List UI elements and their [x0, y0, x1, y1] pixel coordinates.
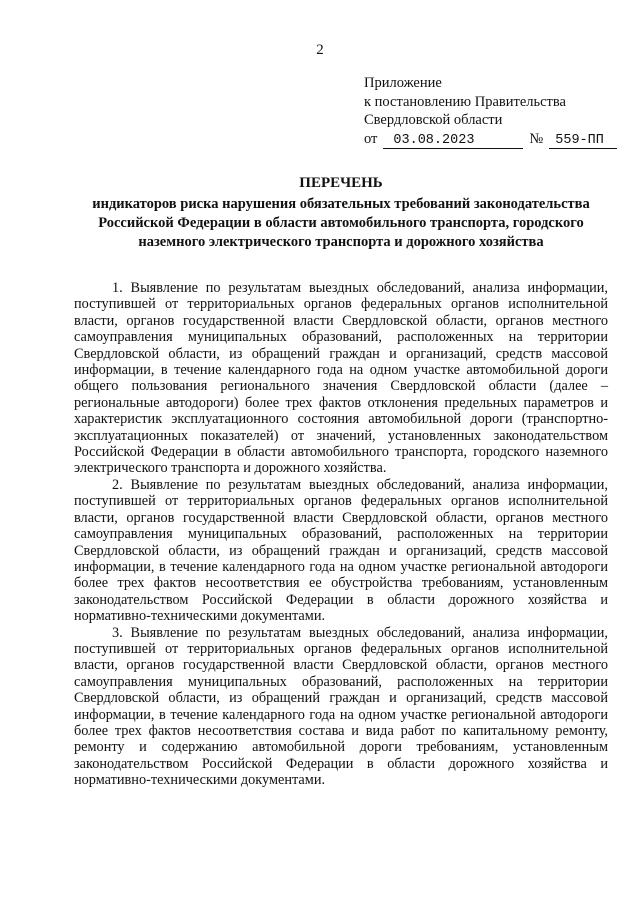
title-subtitle: индикаторов риска нарушения обязательных требований законодательства Российской Федерации в области автомобильного транспорта, городского наземного электрического транспорта и дорожного хозяйства — [92, 196, 590, 250]
paragraph-3: 3. Выявление по результатам выездных обследований, анализа информации, поступившей от территориальных органов федеральных органов исполнительной власти, органов государственной власти Свердловской области, органов местного самоуправления муниципальных образований, расположенных на территории Свердловской области, из обращений граждан и организаций, средств массовой информации, в течение календарного года на одном участке региональной автодороги более трех фактов несоответствия состава и вида работ по капитальному ремонту, ремонту и содержанию автомобильной дороги требованиям, установленным законодательством Российской Федерации в области дорожного хозяйства и нормативно-техническими документами. — [74, 624, 608, 789]
title-heading: ПЕРЕЧЕНЬ — [299, 175, 383, 191]
page-number: 2 — [316, 42, 324, 58]
appendix-line-2: к постановлению Правительства — [364, 93, 566, 110]
date-prefix: от — [364, 130, 378, 147]
decree-number: 559-ПП — [549, 133, 617, 149]
paragraph-2: 2. Выявление по результатам выездных обследований, анализа информации, поступившей от территориальных органов федеральных органов исполнительной власти, органов государственной власти Свердловской области, органов местного самоуправления муниципальных образований, расположенных на территории Свердловской области, из обращений граждан и организаций, средств массовой информации, в течение календарного года на одном участке региональной автодороги более трех фактов несоответствия ее обустройства требованиям, установленным законодательством Российской Федерации в области дорожного хозяйства и нормативно-техническими документами. — [74, 476, 608, 625]
number-prefix: № — [529, 130, 544, 147]
appendix-block — [364, 74, 624, 149]
appendix-date-row — [364, 130, 624, 149]
paragraph-1: 1. Выявление по результатам выездных обследований, анализа информации, поступившей от территориальных органов федеральных органов исполнительной власти, органов государственной власти Свердловской области, органов местного самоуправления муниципальных образований, расположенных на территории Свердловской области, из обращений граждан и организаций, средств массовой информации, в течение календарного года на одном участке автомобильной дороги общего пользования регионального значения Свердловской области (далее – региональные автодороги) более трех фактов отклонения предельных параметров и характеристик эксплуатационного состояния автомобильной дороги (транспортно-эксплуатационных показателей) от значений, установленных законодательством Российской Федерации в области автомобильного транспорта, городского наземного электрического транспорта и дорожного хозяйства. — [74, 280, 608, 477]
appendix-line-1: Приложение — [364, 75, 442, 91]
appendix-line-3: Свердловской области — [364, 112, 503, 128]
document-title — [74, 174, 608, 252]
decree-date: 03.08.2023 — [383, 133, 523, 149]
document-body — [74, 280, 608, 789]
